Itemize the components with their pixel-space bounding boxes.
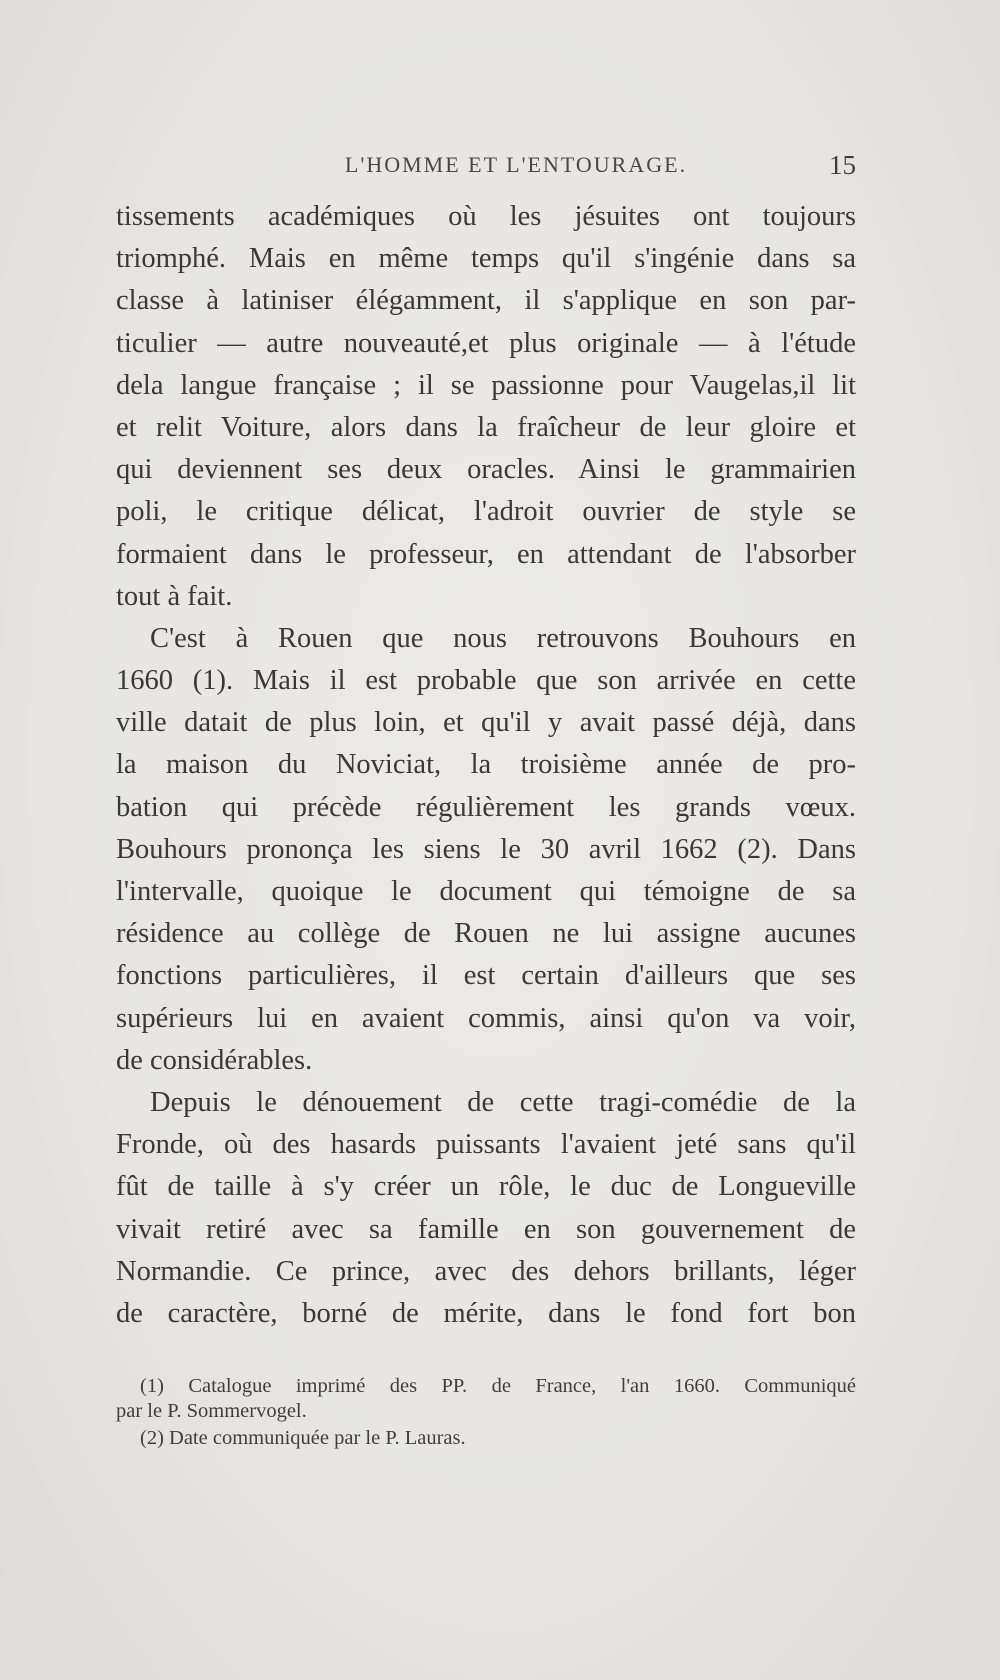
paragraph-3 (116, 1082, 856, 1335)
body-text (116, 196, 856, 1335)
text-line: tissements académiques où les jésuites ont toujours (116, 201, 856, 232)
text-line: classe à latiniser élégamment, il s'applique en son par- (116, 285, 856, 317)
text-line: Bouhours prononça les siens le 30 avril 1662 (2). Dans (116, 833, 856, 865)
page-number: 15 (829, 150, 856, 180)
text-line: C'est à Rouen que nous retrouvons Bouhours en (150, 622, 856, 654)
text-line: l'intervalle, quoique le document qui témoigne de sa (116, 876, 856, 907)
text-line: de caractère, borné de mérite, dans le fond fort bon (116, 1297, 856, 1329)
text-line: Normandie. Ce prince, avec des dehors brillants, léger (116, 1255, 856, 1287)
footnote-1-continuation: par le P. Sommervogel. (116, 1400, 307, 1422)
text-line: et relit Voiture, alors dans la fraîcheur de leur gloire et (116, 411, 856, 443)
page-header (116, 152, 856, 192)
footnote-2: (2) Date communiquée par le P. Lauras. (140, 1427, 466, 1449)
text-line: vivait retiré avec sa famille en son gouvernement de (116, 1213, 856, 1245)
text-line: ville datait de plus loin, et qu'il y avait passé déjà, dans (116, 707, 856, 739)
text-line: Fronde, où des hasards puissants l'avaient jeté sans qu'il (116, 1129, 856, 1161)
footnotes (116, 1374, 856, 1451)
text-line: fonctions particulières, il est certain d'ailleurs que ses (116, 960, 856, 992)
text-line: supérieurs lui en avaient commis, ainsi qu'on va voir, (116, 1002, 856, 1034)
text-line: qui deviennent ses deux oracles. Ainsi le grammairien (116, 454, 856, 486)
text-line: la maison du Noviciat, la troisième année de pro- (116, 749, 856, 781)
text-line: formaient dans le professeur, en attendant de l'absorber (116, 538, 856, 570)
text-line: de considérables. (116, 1044, 313, 1076)
text-line: Depuis le dénouement de cette tragi-comédie de la (150, 1086, 856, 1118)
paragraph-1 (116, 196, 856, 618)
text-line: triomphé. Mais en même temps qu'il s'ingénie dans sa (116, 243, 856, 275)
text-line: dela langue française ; il se passionne pour Vaugelas,il lit (116, 369, 856, 401)
text-line: ticulier — autre nouveauté,et plus originale — à l'étude (116, 327, 856, 359)
text-line: poli, le critique délicat, l'adroit ouvrier de style se (116, 496, 856, 528)
text-line: fût de taille à s'y créer un rôle, le duc de Longueville (116, 1171, 856, 1203)
paragraph-2 (116, 618, 856, 1082)
running-head: L'HOMME ET L'ENTOURAGE. (344, 152, 688, 177)
text-line: tout à fait. (116, 580, 233, 612)
text-line: résidence au collège de Rouen ne lui assigne aucunes (116, 918, 856, 950)
text-line: bation qui précède régulièrement les grands vœux. (116, 791, 856, 823)
text-line: 1660 (1). Mais il est probable que son arrivée en cette (116, 665, 856, 697)
footnote-1: (1) Catalogue imprimé des PP. de France, l'an 1660. Communiqué (140, 1375, 856, 1397)
